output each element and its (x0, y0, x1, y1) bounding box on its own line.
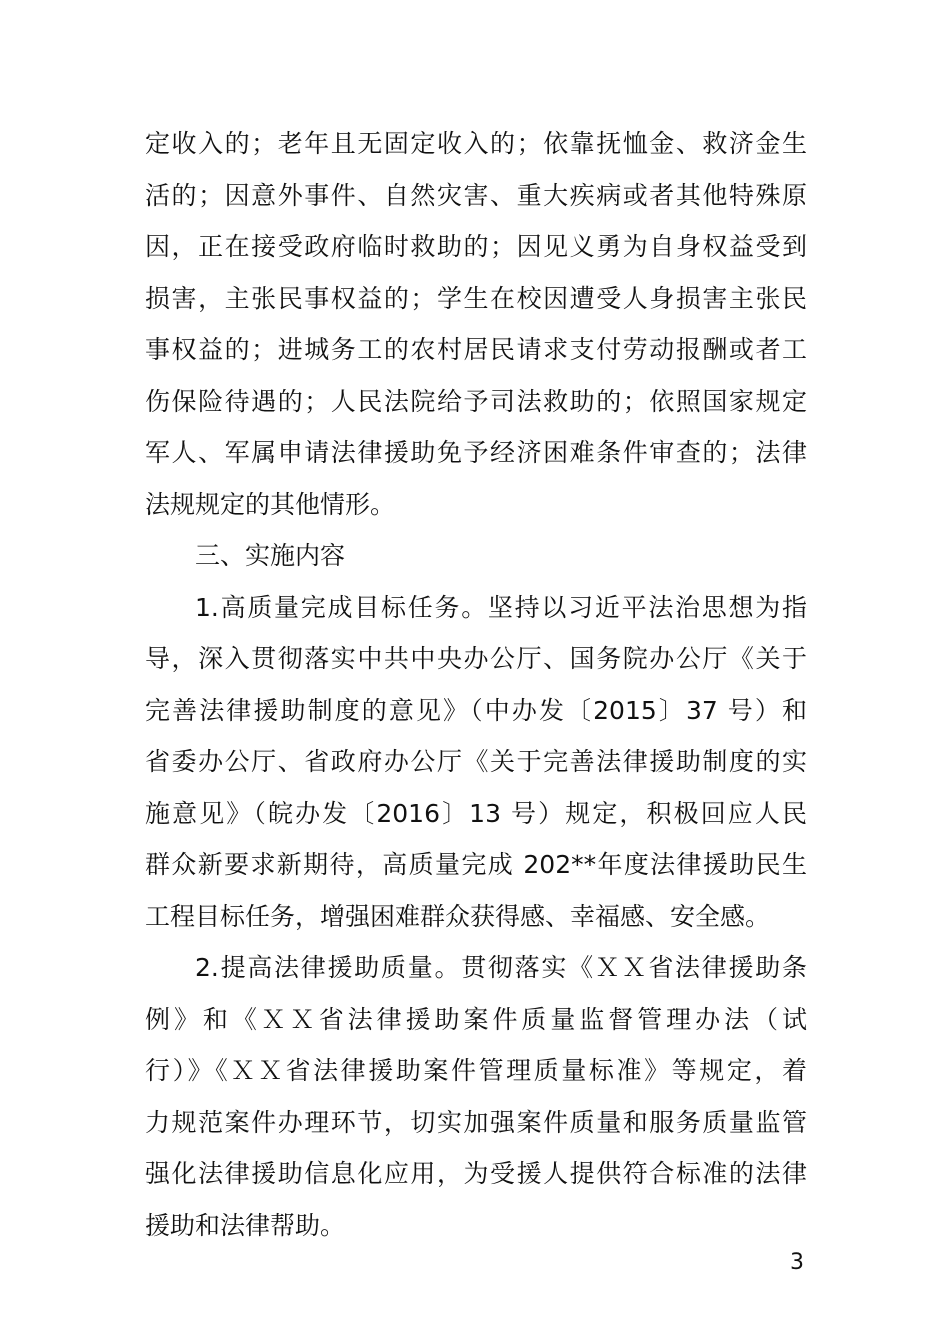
text-line: 例》和《ＸＸ省法律援助案件质量监督管理办法（试 (145, 1004, 807, 1034)
text-line: 省委办公厅、省政府办公厅《关于完善法律援助制度的实 (145, 747, 807, 776)
text-line: 损害，主张民事权益的；学生在校因遭受人身损害主张民 (145, 283, 807, 313)
text-line: 行）》《ＸＸ省法律援助案件管理质量标准》等规定，着 (145, 1056, 807, 1085)
text-line: 1.高质量完成目标任务。坚持以习近平法治思想为指 (195, 592, 807, 622)
text-line: 群众新要求新期待，高质量完成 202**年度法律援助民生 (145, 850, 807, 879)
text-line: 施意见》（皖办发〔2016〕13 号）规定，积极回应人民 (145, 798, 807, 828)
section-heading: 三、实施内容 (195, 541, 346, 570)
page-number: 3 (790, 1250, 804, 1275)
text-line: 军人、军属申请法律援助免予经济困难条件审查的；法律 (145, 438, 807, 467)
text-line: 力规范案件办理环节，切实加强案件质量和服务质量监管 (145, 1107, 807, 1137)
text-line: 2.提高法律援助质量。贯彻落实《ＸＸ省法律援助条 (195, 953, 807, 982)
text-line: 强化法律援助信息化应用，为受援人提供符合标准的法律 (145, 1159, 807, 1188)
text-line: 伤保险待遇的；人民法院给予司法救助的；依照国家规定 (145, 386, 807, 416)
text-line: 工程目标任务，增强困难群众获得感、幸福感、安全感。 (145, 901, 771, 931)
text-line: 导，深入贯彻落实中共中央办公厅、国务院办公厅《关于 (145, 644, 807, 673)
text-line: 法规规定的其他情形。 (145, 489, 396, 519)
text-line: 活的；因意外事件、自然灾害、重大疾病或者其他特殊原 (145, 180, 807, 210)
text-line: 因，正在接受政府临时救助的；因见义勇为自身权益受到 (145, 232, 807, 261)
text-line: 援助和法律帮助。 (145, 1210, 346, 1240)
text-line: 定收入的；老年且无固定收入的；依靠抚恤金、救济金生 (145, 129, 807, 158)
text-line: 完善法律援助制度的意见》（中办发〔2015〕37 号）和 (145, 695, 807, 725)
text-line: 事权益的；进城务工的农村居民请求支付劳动报酬或者工 (145, 335, 807, 364)
body-text (145, 118, 807, 1251)
